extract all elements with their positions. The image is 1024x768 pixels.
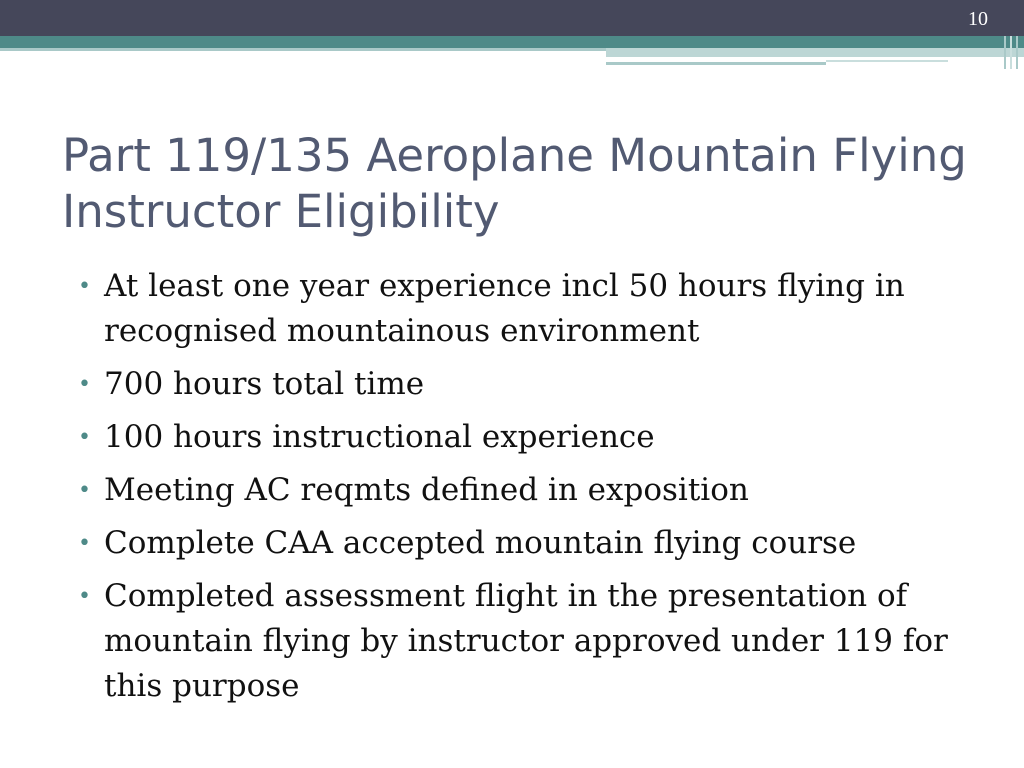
bullet-item (76, 468, 976, 513)
bullet-icon: • (78, 372, 91, 397)
bullet-text: 100 hours instructional experience (104, 419, 655, 455)
slide-number: 10 (968, 8, 988, 30)
bullet-text: At least one year experience incl 50 hours flying in recognised mountainous environment (104, 268, 905, 349)
bullet-list (76, 264, 976, 717)
header-accent-line (1016, 36, 1018, 69)
bullet-text: 700 hours total time (104, 366, 425, 402)
header-light-line (0, 48, 606, 51)
header-accent-line (606, 62, 826, 65)
header-light-band (606, 48, 1024, 57)
bullet-text: Meeting AC reqmts defined in exposition (104, 472, 749, 508)
bullet-icon: • (78, 478, 91, 503)
bullet-text: Complete CAA accepted mountain flying course (104, 525, 857, 561)
bullet-icon: • (78, 531, 91, 556)
header-teal-band (0, 36, 1024, 48)
bullet-item (76, 362, 976, 407)
bullet-text: Completed assessment flight in the presentation of mountain flying by instructor approved under 119 for this purpose (104, 578, 948, 704)
slide-title: Part 119/135 Aeroplane Mountain Flying Instructor Eligibility (62, 129, 967, 238)
bullet-item (76, 264, 976, 354)
bullet-icon: • (78, 584, 91, 609)
header-accent-line (826, 60, 948, 62)
bullet-item (76, 521, 976, 566)
bullet-icon: • (78, 274, 91, 299)
bullet-item (76, 574, 976, 709)
header-accent-line (1010, 36, 1012, 69)
bullet-icon: • (78, 425, 91, 450)
bullet-item (76, 415, 976, 460)
header-accent-line (1004, 36, 1006, 69)
header-dark-band (0, 0, 1024, 36)
